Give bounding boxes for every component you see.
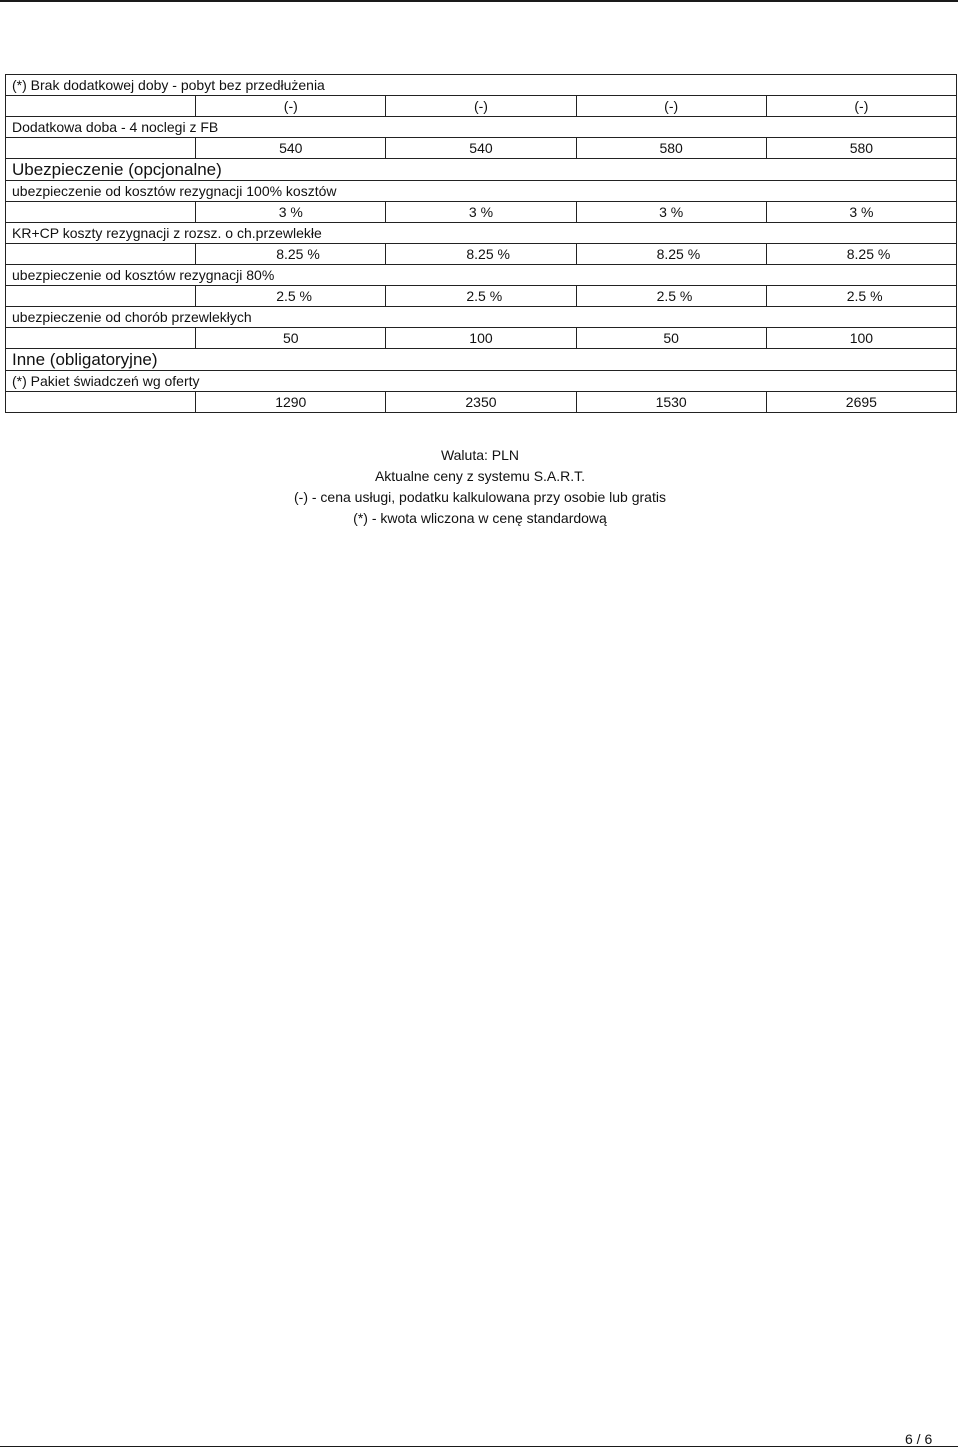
table-cell: 8.25 % bbox=[196, 244, 386, 265]
table-cell: 3 % bbox=[196, 202, 386, 223]
table-cell: 50 bbox=[576, 328, 766, 349]
table-cell: (-) bbox=[386, 96, 576, 117]
row-label: ubezpieczenie od kosztów rezygnacji 80% bbox=[6, 265, 957, 286]
table-cell: (-) bbox=[766, 96, 956, 117]
source-note: Aktualne ceny z systemu S.A.R.T. bbox=[374, 468, 586, 484]
table-cell: 3 % bbox=[576, 202, 766, 223]
table-cell: 2.5 % bbox=[196, 286, 386, 307]
row-label: Dodatkowa doba - 4 noclegi z FB bbox=[6, 117, 957, 138]
table-row bbox=[6, 328, 957, 349]
top-rule bbox=[0, 0, 958, 2]
table-cell: 2.5 % bbox=[576, 286, 766, 307]
table-cell: 2695 bbox=[766, 392, 956, 413]
table-row bbox=[6, 244, 957, 265]
table-row bbox=[6, 286, 957, 307]
table-row bbox=[6, 138, 957, 159]
table-cell: 100 bbox=[386, 328, 576, 349]
price-table bbox=[5, 74, 957, 413]
table-cell: 2.5 % bbox=[386, 286, 576, 307]
table-cell: 8.25 % bbox=[386, 244, 576, 265]
table-row bbox=[6, 392, 957, 413]
table-cell: 8.25 % bbox=[576, 244, 766, 265]
table-cell: 3 % bbox=[386, 202, 576, 223]
table-cell: 50 bbox=[196, 328, 386, 349]
table-cell: 1530 bbox=[576, 392, 766, 413]
row-label: (*) Pakiet świadczeń wg oferty bbox=[6, 371, 957, 392]
table-cell: 2.5 % bbox=[766, 286, 956, 307]
table-row bbox=[6, 96, 957, 117]
table-cell: 8.25 % bbox=[766, 244, 956, 265]
table-cell: 540 bbox=[196, 138, 386, 159]
table-row bbox=[6, 202, 957, 223]
footer-notes bbox=[0, 445, 960, 529]
legend-note-star: (*) - kwota wliczona w cenę standardową bbox=[353, 510, 607, 526]
table-cell: (-) bbox=[196, 96, 386, 117]
table-cell: 100 bbox=[766, 328, 956, 349]
table-cell: 2350 bbox=[386, 392, 576, 413]
table-cell: 1290 bbox=[196, 392, 386, 413]
legend-note-minus: (-) - cena usługi, podatku kalkulowana przy osobie lub gratis bbox=[294, 489, 666, 505]
page-number: 6 / 6 bbox=[905, 1431, 933, 1447]
table-cell: 540 bbox=[386, 138, 576, 159]
row-label: ubezpieczenie od chorób przewlekłych bbox=[6, 307, 957, 328]
table-cell: 580 bbox=[766, 138, 956, 159]
currency-note: Waluta: PLN bbox=[440, 447, 520, 463]
row-label: (*) Brak dodatkowej doby - pobyt bez przedłużenia bbox=[6, 75, 957, 96]
table-cell: 580 bbox=[576, 138, 766, 159]
section-heading: Ubezpieczenie (opcjonalne) bbox=[6, 159, 957, 181]
table-cell: 3 % bbox=[766, 202, 956, 223]
table-cell: (-) bbox=[576, 96, 766, 117]
row-label: ubezpieczenie od kosztów rezygnacji 100% kosztów bbox=[6, 181, 957, 202]
section-heading: Inne (obligatoryjne) bbox=[6, 349, 957, 371]
row-label: KR+CP koszty rezygnacji z rozsz. o ch.przewlekłe bbox=[6, 223, 957, 244]
